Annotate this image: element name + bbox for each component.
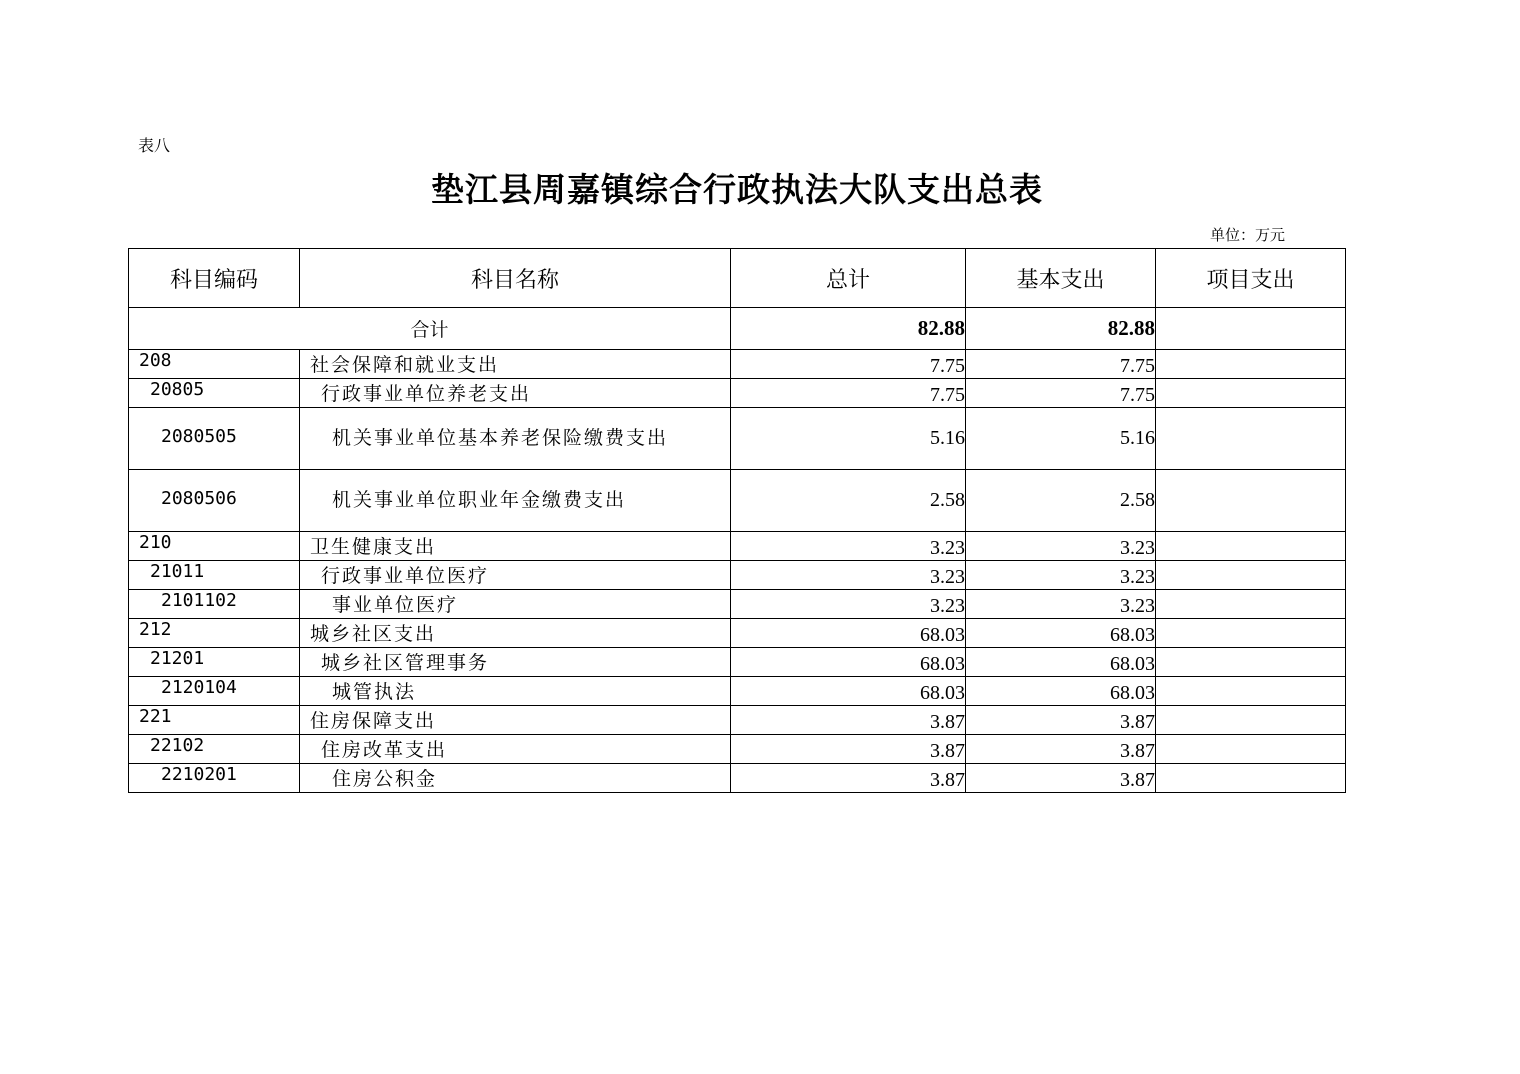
- document-title: 垫江县周嘉镇综合行政执法大队支出总表: [431, 170, 1043, 209]
- row-code: 20805: [129, 379, 300, 408]
- table-row: [129, 470, 1346, 532]
- table-row: [129, 677, 1346, 706]
- row-name: 机关事业单位职业年金缴费支出: [300, 470, 731, 532]
- row-code: 2080505: [129, 408, 300, 470]
- row-code: 210: [129, 532, 300, 561]
- table-row: [129, 408, 1346, 470]
- table-row: [129, 648, 1346, 677]
- row-basic: 3.87: [966, 735, 1156, 764]
- table-row: [129, 764, 1346, 793]
- row-project: [1156, 350, 1346, 379]
- row-basic: 3.87: [966, 764, 1156, 793]
- row-project: [1156, 379, 1346, 408]
- row-total: 7.75: [731, 379, 966, 408]
- row-name: 机关事业单位基本养老保险缴费支出: [300, 408, 731, 470]
- table-row: [129, 532, 1346, 561]
- total-basic: 82.88: [966, 308, 1156, 350]
- unit-label: 单位：万元: [1210, 226, 1286, 244]
- row-project: [1156, 735, 1346, 764]
- row-project: [1156, 677, 1346, 706]
- table-row: [129, 350, 1346, 379]
- row-name: 住房保障支出: [300, 706, 731, 735]
- header-basic: 基本支出: [966, 249, 1156, 308]
- row-total: 5.16: [731, 408, 966, 470]
- row-basic: 5.16: [966, 408, 1156, 470]
- row-code: 208: [129, 350, 300, 379]
- row-name: 卫生健康支出: [300, 532, 731, 561]
- row-name: 住房改革支出: [300, 735, 731, 764]
- table-row: [129, 561, 1346, 590]
- table-row: [129, 379, 1346, 408]
- row-total: 3.87: [731, 706, 966, 735]
- row-total: 2.58: [731, 470, 966, 532]
- row-project: [1156, 532, 1346, 561]
- row-name: 事业单位医疗: [300, 590, 731, 619]
- row-name: 行政事业单位医疗: [300, 561, 731, 590]
- row-code: 2120104: [129, 677, 300, 706]
- table-row: [129, 735, 1346, 764]
- header-name: 科目名称: [300, 249, 731, 308]
- table-row: [129, 706, 1346, 735]
- header-row: [129, 249, 1346, 308]
- row-project: [1156, 470, 1346, 532]
- row-basic: 3.23: [966, 561, 1156, 590]
- row-name: 城乡社区支出: [300, 619, 731, 648]
- row-project: [1156, 619, 1346, 648]
- row-name: 住房公积金: [300, 764, 731, 793]
- row-code: 2080506: [129, 470, 300, 532]
- row-project: [1156, 590, 1346, 619]
- row-code: 2101102: [129, 590, 300, 619]
- total-row: [129, 308, 1346, 350]
- row-basic: 68.03: [966, 619, 1156, 648]
- row-name: 社会保障和就业支出: [300, 350, 731, 379]
- row-total: 68.03: [731, 648, 966, 677]
- row-total: 3.23: [731, 561, 966, 590]
- row-total: 3.23: [731, 532, 966, 561]
- row-total: 7.75: [731, 350, 966, 379]
- row-basic: 68.03: [966, 648, 1156, 677]
- header-total: 总计: [731, 249, 966, 308]
- expense-summary-table: [128, 248, 1346, 793]
- row-project: [1156, 764, 1346, 793]
- row-code: 212: [129, 619, 300, 648]
- total-project: [1156, 308, 1346, 350]
- header-code: 科目编码: [129, 249, 300, 308]
- row-name: 城管执法: [300, 677, 731, 706]
- row-project: [1156, 408, 1346, 470]
- table-number-label: 表八: [138, 136, 171, 155]
- table-row: [129, 619, 1346, 648]
- row-code: 221: [129, 706, 300, 735]
- row-code: 22102: [129, 735, 300, 764]
- row-basic: 68.03: [966, 677, 1156, 706]
- row-basic: 2.58: [966, 470, 1156, 532]
- row-total: 68.03: [731, 677, 966, 706]
- row-project: [1156, 648, 1346, 677]
- header-project: 项目支出: [1156, 249, 1346, 308]
- row-total: 3.23: [731, 590, 966, 619]
- row-name: 城乡社区管理事务: [300, 648, 731, 677]
- row-basic: 3.23: [966, 532, 1156, 561]
- row-name: 行政事业单位养老支出: [300, 379, 731, 408]
- row-total: 3.87: [731, 764, 966, 793]
- row-code: 21201: [129, 648, 300, 677]
- row-project: [1156, 706, 1346, 735]
- total-label: 合计: [129, 308, 731, 350]
- row-project: [1156, 561, 1346, 590]
- table-row: [129, 590, 1346, 619]
- total-total: 82.88: [731, 308, 966, 350]
- row-total: 68.03: [731, 619, 966, 648]
- row-code: 21011: [129, 561, 300, 590]
- row-basic: 7.75: [966, 350, 1156, 379]
- row-basic: 7.75: [966, 379, 1156, 408]
- row-basic: 3.23: [966, 590, 1156, 619]
- row-basic: 3.87: [966, 706, 1156, 735]
- row-total: 3.87: [731, 735, 966, 764]
- row-code: 2210201: [129, 764, 300, 793]
